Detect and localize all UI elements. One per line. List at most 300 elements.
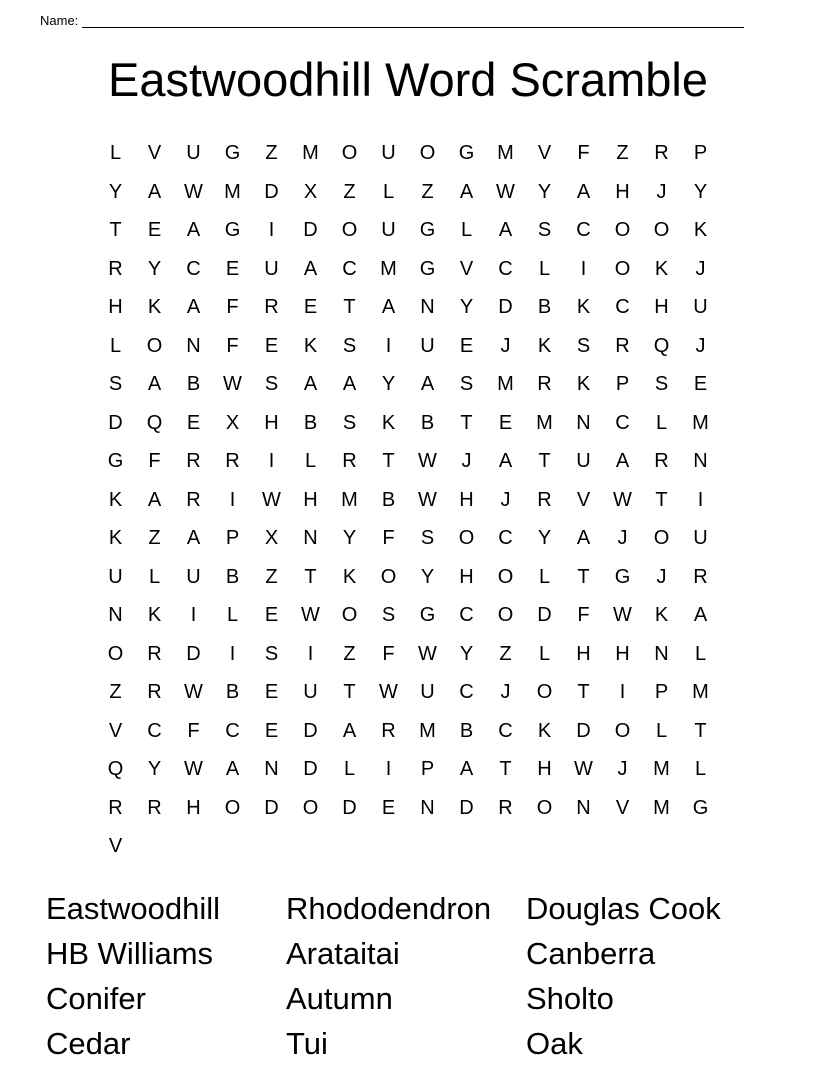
grid-letter[interactable]: D [342, 796, 357, 819]
grid-letter[interactable]: L [460, 219, 473, 241]
grid-letter[interactable]: A [186, 527, 201, 549]
grid-letter[interactable]: H [537, 758, 552, 780]
grid-letter[interactable]: Z [265, 565, 278, 588]
grid-letter[interactable]: V [108, 719, 123, 742]
grid-letter[interactable]: M [380, 257, 397, 280]
grid-letter[interactable]: U [576, 450, 591, 472]
grid-letter[interactable]: T [655, 488, 668, 511]
grid-letter[interactable]: C [225, 719, 240, 742]
grid-letter[interactable]: L [538, 257, 551, 280]
grid-letter[interactable]: Q [146, 411, 163, 434]
grid-letter[interactable]: F [187, 719, 200, 742]
grid-letter[interactable]: R [615, 334, 630, 357]
grid-letter[interactable]: E [303, 296, 318, 318]
grid-letter[interactable]: H [264, 411, 279, 434]
grid-letter[interactable]: D [303, 758, 318, 780]
word-list-item: Tui [286, 1025, 328, 1061]
grid-letter[interactable]: F [226, 296, 239, 318]
grid-letter[interactable]: Y [147, 758, 162, 780]
grid-letter[interactable]: G [614, 565, 631, 588]
grid-letter[interactable]: B [225, 681, 240, 703]
grid-letter[interactable]: Y [693, 180, 708, 203]
grid-letter[interactable]: C [459, 681, 474, 703]
grid-letter[interactable]: C [576, 219, 591, 241]
grid-letter[interactable]: C [615, 411, 630, 434]
grid-letter[interactable]: C [615, 296, 630, 318]
grid-letter[interactable]: N [303, 527, 318, 549]
grid-letter[interactable]: T [304, 565, 317, 588]
grid-letter[interactable]: C [498, 527, 513, 549]
grid-letter[interactable]: T [694, 719, 707, 742]
grid-letter[interactable]: T [460, 411, 473, 434]
grid-letter[interactable]: I [268, 450, 275, 472]
grid-letter[interactable]: Y [459, 296, 474, 318]
grid-letter[interactable]: G [419, 604, 436, 626]
grid-letter[interactable]: L [538, 642, 551, 665]
grid-letter[interactable]: R [225, 450, 240, 472]
grid-letter[interactable]: T [109, 219, 122, 241]
grid-letter[interactable]: U [381, 142, 396, 164]
grid-letter[interactable]: Q [107, 758, 124, 780]
grid-letter[interactable]: D [186, 642, 201, 665]
grid-letter[interactable]: K [576, 373, 591, 395]
grid-letter[interactable]: J [695, 257, 706, 280]
grid-letter[interactable]: F [577, 604, 590, 626]
grid-letter[interactable]: R [537, 488, 552, 511]
grid-letter[interactable]: V [615, 796, 630, 819]
grid-letter[interactable]: K [147, 604, 162, 626]
grid-letter[interactable]: O [614, 257, 631, 280]
grid-letter[interactable]: U [693, 527, 708, 549]
grid-letter[interactable]: N [654, 642, 669, 665]
grid-letter[interactable]: N [420, 796, 435, 819]
grid-letter[interactable]: F [382, 642, 395, 665]
grid-letter[interactable]: C [498, 257, 513, 280]
grid-letter[interactable]: K [693, 219, 708, 241]
grid-letter[interactable]: L [382, 180, 395, 203]
grid-letter[interactable]: O [614, 219, 631, 241]
grid-letter[interactable]: A [186, 296, 201, 318]
grid-letter[interactable]: W [613, 488, 632, 511]
grid-letter[interactable]: K [342, 565, 357, 588]
grid-letter[interactable]: L [538, 565, 551, 588]
grid-letter[interactable]: U [108, 565, 123, 588]
grid-letter[interactable]: U [420, 334, 435, 357]
grid-letter[interactable]: O [497, 604, 514, 626]
grid-letter[interactable]: C [147, 719, 162, 742]
grid-letter[interactable]: A [342, 373, 357, 395]
grid-letter[interactable]: T [343, 296, 356, 318]
grid-letter[interactable]: O [497, 565, 514, 588]
grid-letter[interactable]: A [147, 373, 162, 395]
grid-letter[interactable]: C [186, 257, 201, 280]
grid-letter[interactable]: Q [653, 334, 670, 357]
grid-letter[interactable]: L [343, 758, 356, 780]
grid-letter[interactable]: A [186, 219, 201, 241]
grid-letter[interactable]: I [190, 604, 197, 626]
word-list-item: Cedar [46, 1025, 131, 1061]
grid-letter[interactable]: N [576, 411, 591, 434]
grid-letter[interactable]: T [382, 450, 395, 472]
grid-letter[interactable]: V [459, 257, 474, 280]
grid-letter[interactable]: W [184, 180, 203, 203]
grid-letter[interactable]: O [341, 604, 358, 626]
grid-letter[interactable]: L [109, 334, 122, 357]
grid-letter[interactable]: M [497, 373, 514, 395]
grid-letter[interactable]: S [264, 642, 279, 665]
grid-letter[interactable]: Z [265, 142, 278, 164]
grid-letter[interactable]: A [615, 450, 630, 472]
grid-letter[interactable]: K [147, 296, 162, 318]
grid-letter[interactable]: I [307, 642, 314, 665]
grid-letter[interactable]: B [459, 719, 474, 742]
grid-letter[interactable]: D [264, 796, 279, 819]
grid-letter[interactable]: K [108, 488, 123, 511]
grid-letter[interactable]: K [537, 334, 552, 357]
grid-letter[interactable]: O [302, 796, 319, 819]
grid-letter[interactable]: R [381, 719, 396, 742]
grid-letter[interactable]: K [654, 604, 669, 626]
grid-letter[interactable]: O [458, 527, 475, 549]
grid-letter[interactable]: P [420, 758, 435, 780]
grid-letter[interactable]: J [656, 180, 667, 203]
grid-letter[interactable]: Z [616, 142, 629, 164]
grid-letter[interactable]: A [147, 180, 162, 203]
grid-letter[interactable]: I [619, 681, 626, 703]
grid-letter[interactable]: C [498, 719, 513, 742]
grid-letter[interactable]: A [498, 450, 513, 472]
grid-letter[interactable]: J [617, 527, 628, 549]
grid-letter[interactable]: T [577, 681, 590, 703]
grid-letter[interactable]: B [381, 488, 396, 511]
grid-letter[interactable]: J [500, 488, 511, 511]
grid-letter[interactable]: I [385, 334, 392, 357]
grid-letter[interactable]: W [418, 488, 437, 511]
grid-letter[interactable]: A [225, 758, 240, 780]
grid-letter[interactable]: H [615, 642, 630, 665]
grid-letter[interactable]: N [576, 796, 591, 819]
grid-letter[interactable]: C [342, 257, 357, 280]
grid-letter[interactable]: O [224, 796, 241, 819]
grid-letter[interactable]: N [693, 450, 708, 472]
grid-letter[interactable]: W [379, 681, 398, 703]
grid-letter[interactable]: I [385, 758, 392, 780]
grid-letter[interactable]: U [264, 257, 279, 280]
grid-letter[interactable]: H [459, 488, 474, 511]
grid-letter[interactable]: D [303, 719, 318, 742]
grid-letter[interactable]: X [264, 527, 279, 549]
grid-letter[interactable]: O [146, 334, 163, 357]
grid-letter[interactable]: U [420, 681, 435, 703]
grid-letter[interactable]: K [576, 296, 591, 318]
grid-letter[interactable]: R [186, 488, 201, 511]
grid-letter[interactable]: U [186, 565, 201, 588]
grid-letter[interactable]: H [186, 796, 201, 819]
grid-letter[interactable]: P [654, 681, 669, 703]
grid-letter[interactable]: R [108, 257, 123, 280]
grid-letter[interactable]: W [223, 373, 242, 395]
grid-letter[interactable]: B [303, 411, 318, 434]
grid-letter[interactable]: H [576, 642, 591, 665]
grid-letter[interactable]: R [537, 373, 552, 395]
grid-letter[interactable]: L [655, 411, 668, 434]
word-search-grid[interactable] [96, 134, 720, 866]
grid-letter[interactable]: D [264, 180, 279, 203]
grid-letter[interactable]: L [148, 565, 161, 588]
grid-letter[interactable]: A [147, 488, 162, 511]
grid-letter[interactable]: L [304, 450, 317, 472]
grid-letter[interactable]: W [418, 642, 437, 665]
grid-letter[interactable]: S [420, 527, 435, 549]
grid-letter[interactable]: S [654, 373, 669, 395]
grid-letter[interactable]: T [343, 681, 356, 703]
grid-letter[interactable]: J [617, 758, 628, 780]
grid-letter[interactable]: E [381, 796, 396, 819]
grid-letter[interactable]: S [108, 373, 123, 395]
grid-letter[interactable]: J [500, 681, 511, 703]
word-list [0, 886, 816, 1066]
grid-letter[interactable]: S [381, 604, 396, 626]
grid-letter[interactable]: R [147, 681, 162, 703]
grid-letter[interactable]: V [576, 488, 591, 511]
grid-letter[interactable]: W [301, 604, 320, 626]
page-title: Eastwoodhill Word Scramble [108, 53, 708, 106]
grid-letter[interactable]: J [695, 334, 706, 357]
grid-letter[interactable]: S [576, 334, 591, 357]
grid-letter[interactable]: O [653, 527, 670, 549]
grid-letter[interactable]: G [224, 219, 241, 241]
grid-letter[interactable]: S [459, 373, 474, 395]
grid-letter[interactable]: M [653, 796, 670, 819]
grid-letter[interactable]: L [694, 758, 707, 780]
grid-letter[interactable]: M [653, 758, 670, 780]
grid-letter[interactable]: E [264, 719, 279, 742]
grid-letter[interactable]: G [224, 142, 241, 164]
grid-letter[interactable]: S [264, 373, 279, 395]
grid-letter[interactable]: W [262, 488, 281, 511]
grid-letter[interactable]: D [498, 296, 513, 318]
grid-letter[interactable]: W [418, 450, 437, 472]
grid-letter[interactable]: U [186, 142, 201, 164]
grid-letter[interactable]: D [459, 796, 474, 819]
grid-letter[interactable]: F [577, 142, 590, 164]
grid-letter[interactable]: I [697, 488, 704, 511]
grid-letter[interactable]: K [108, 527, 123, 549]
grid-letter[interactable]: U [693, 296, 708, 318]
grid-letter[interactable]: R [654, 450, 669, 472]
name-label: Name: [40, 13, 79, 28]
grid-letter[interactable]: L [226, 604, 239, 626]
grid-letter[interactable]: R [186, 450, 201, 472]
grid-letter[interactable]: O [341, 219, 358, 241]
grid-letter[interactable]: D [576, 719, 591, 742]
grid-letter[interactable]: O [107, 642, 124, 665]
grid-letter[interactable]: N [420, 296, 435, 318]
grid-letter[interactable]: A [342, 719, 357, 742]
grid-letter[interactable]: U [381, 219, 396, 241]
grid-letter[interactable]: Y [537, 180, 552, 203]
grid-letter[interactable]: R [108, 796, 123, 819]
grid-letter[interactable]: Y [537, 527, 552, 549]
grid-letter[interactable]: V [108, 835, 123, 857]
name-write-line[interactable] [82, 14, 744, 28]
grid-letter[interactable]: E [498, 411, 513, 434]
grid-letter[interactable]: K [303, 334, 318, 357]
grid-letter[interactable]: M [692, 411, 709, 434]
word-list-item: Autumn [286, 980, 393, 1016]
grid-letter[interactable]: B [537, 296, 552, 318]
grid-letter[interactable]: C [459, 604, 474, 626]
grid-letter[interactable]: M [302, 142, 319, 164]
grid-letter[interactable]: R [264, 296, 279, 318]
grid-letter[interactable]: A [420, 373, 435, 395]
grid-letter[interactable]: R [342, 450, 357, 472]
grid-letter[interactable]: M [497, 142, 514, 164]
grid-letter[interactable]: R [147, 796, 162, 819]
grid-letter[interactable]: Y [381, 373, 396, 395]
grid-letter[interactable]: X [225, 411, 240, 434]
grid-letter[interactable]: U [303, 681, 318, 703]
grid-letter[interactable]: O [341, 142, 358, 164]
grid-letter[interactable]: E [225, 257, 240, 280]
grid-letter[interactable]: Y [420, 565, 435, 588]
grid-letter[interactable]: A [693, 604, 708, 626]
grid-letter[interactable]: E [264, 604, 279, 626]
word-list-item: Douglas Cook [526, 890, 721, 926]
grid-letter[interactable]: A [576, 527, 591, 549]
grid-letter[interactable]: W [574, 758, 593, 780]
grid-letter[interactable]: K [537, 719, 552, 742]
grid-letter[interactable]: P [693, 142, 708, 164]
grid-letter[interactable]: G [419, 257, 436, 280]
grid-letter[interactable]: T [538, 450, 551, 472]
grid-letter[interactable]: D [537, 604, 552, 626]
grid-letter[interactable]: L [109, 142, 122, 164]
grid-letter[interactable]: A [381, 296, 396, 318]
grid-letter[interactable]: D [108, 411, 123, 434]
grid-letter[interactable]: N [108, 604, 123, 626]
grid-letter[interactable]: L [655, 719, 668, 742]
grid-letter[interactable]: Z [499, 642, 512, 665]
grid-letter[interactable]: B [225, 565, 240, 588]
grid-letter[interactable]: V [147, 142, 162, 164]
grid-letter[interactable]: O [419, 142, 436, 164]
grid-letter[interactable]: Z [421, 180, 434, 203]
grid-letter[interactable]: I [229, 642, 236, 665]
grid-letter[interactable]: J [500, 334, 511, 357]
grid-letter[interactable]: S [342, 334, 357, 357]
grid-letter[interactable]: H [303, 488, 318, 511]
grid-letter[interactable]: G [107, 450, 124, 472]
grid-letter[interactable]: E [186, 411, 201, 434]
grid-letter[interactable]: A [459, 758, 474, 780]
grid-letter[interactable]: E [693, 373, 708, 395]
grid-letter[interactable]: W [184, 681, 203, 703]
grid-letter[interactable]: B [420, 411, 435, 434]
name-row [0, 0, 816, 28]
grid-letter[interactable]: R [147, 642, 162, 665]
grid-letter[interactable]: E [459, 334, 474, 357]
grid-letter[interactable]: F [226, 334, 239, 357]
grid-letter[interactable]: M [536, 411, 553, 434]
grid-letter[interactable]: A [576, 180, 591, 203]
grid-letter[interactable]: A [498, 219, 513, 241]
grid-letter[interactable]: Y [459, 642, 474, 665]
grid-letter[interactable]: O [380, 565, 397, 588]
grid-letter[interactable]: J [656, 565, 667, 588]
grid-letter[interactable]: W [184, 758, 203, 780]
grid-letter[interactable]: Z [148, 527, 161, 549]
grid-letter[interactable]: H [459, 565, 474, 588]
grid-letter[interactable]: N [264, 758, 279, 780]
grid-letter[interactable]: G [419, 219, 436, 241]
grid-letter[interactable]: O [614, 719, 631, 742]
grid-letter[interactable]: I [268, 219, 275, 241]
grid-letter[interactable]: R [498, 796, 513, 819]
grid-letter[interactable]: T [577, 565, 590, 588]
grid-letter[interactable]: O [653, 219, 670, 241]
grid-letter[interactable]: M [692, 681, 709, 703]
grid-letter[interactable]: Y [108, 180, 123, 203]
grid-letter[interactable]: Z [343, 642, 356, 665]
grid-letter[interactable]: O [536, 796, 553, 819]
grid-letter[interactable]: H [615, 180, 630, 203]
grid-letter[interactable]: M [419, 719, 436, 742]
grid-letter[interactable]: G [692, 796, 709, 819]
grid-letter[interactable]: P [615, 373, 630, 395]
grid-letter[interactable]: M [224, 180, 241, 203]
grid-letter[interactable]: O [536, 681, 553, 703]
grid-letter[interactable]: S [537, 219, 552, 241]
grid-letter[interactable]: Z [109, 681, 122, 703]
grid-letter[interactable]: K [654, 257, 669, 280]
grid-letter[interactable]: K [381, 411, 396, 434]
grid-letter[interactable]: Y [342, 527, 357, 549]
grid-letter[interactable]: E [264, 681, 279, 703]
grid-letter[interactable]: B [186, 373, 201, 395]
word-search-grid-wrapper [0, 134, 816, 866]
grid-letter[interactable]: F [148, 450, 161, 472]
grid-letter[interactable]: A [459, 180, 474, 203]
grid-letter[interactable]: A [303, 373, 318, 395]
grid-letter[interactable]: P [225, 527, 240, 549]
grid-letter[interactable]: T [499, 758, 512, 780]
grid-letter[interactable]: Y [147, 257, 162, 280]
grid-letter[interactable]: H [108, 296, 123, 318]
grid-letter[interactable]: A [303, 257, 318, 280]
grid-letter[interactable]: I [229, 488, 236, 511]
grid-letter[interactable]: E [264, 334, 279, 357]
grid-letter[interactable]: W [613, 604, 632, 626]
grid-letter[interactable]: J [461, 450, 472, 472]
grid-letter[interactable]: E [147, 219, 162, 241]
grid-letter[interactable]: W [496, 180, 515, 203]
grid-letter[interactable]: F [382, 527, 395, 549]
grid-letter[interactable]: H [654, 296, 669, 318]
grid-letter[interactable]: V [537, 142, 552, 164]
grid-letter[interactable]: X [303, 180, 318, 203]
grid-letter[interactable]: R [654, 142, 669, 164]
grid-letter[interactable]: R [693, 565, 708, 588]
grid-letter[interactable]: L [694, 642, 707, 665]
grid-letter[interactable]: D [303, 219, 318, 241]
grid-letter[interactable]: G [458, 142, 475, 164]
grid-letter[interactable]: I [580, 257, 587, 280]
grid-letter[interactable]: M [341, 488, 358, 511]
grid-letter[interactable]: N [186, 334, 201, 357]
grid-letter[interactable]: S [342, 411, 357, 434]
grid-letter[interactable]: Z [343, 180, 356, 203]
